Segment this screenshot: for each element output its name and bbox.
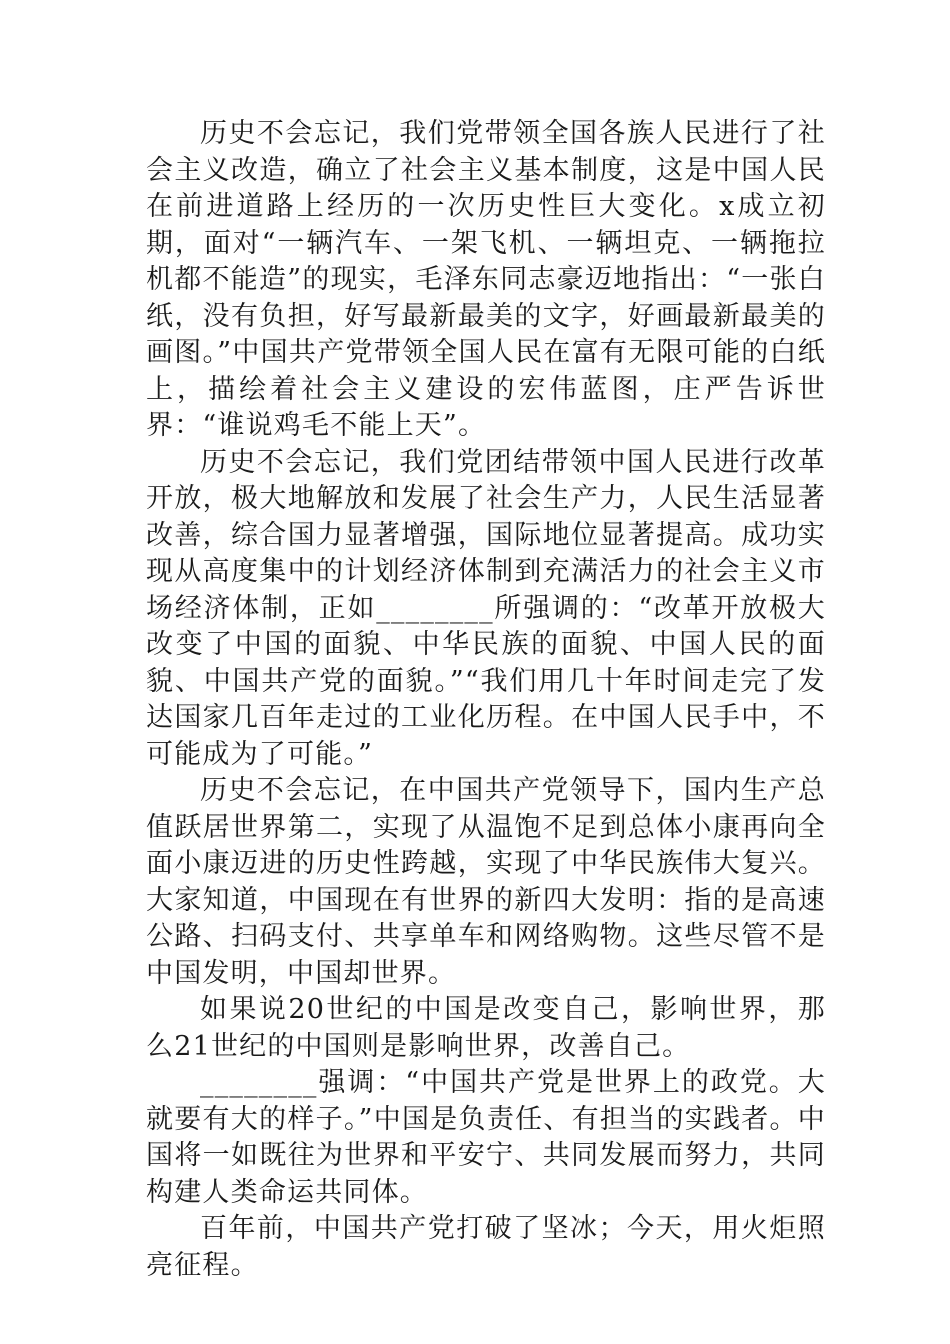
paragraph-6: 百年前，中国共产党打破了坚冰；今天，用火炬照亮征程。: [146, 1213, 826, 1281]
paragraph-1: 历史不会忘记，我们党带领全国各族人民进行了社会主义改造，确立了社会主义基本制度，这是中国人民在前进道路上经历的一次历史性巨大变化。x成立初期，面对“一辆汽车、一架飞机、一辆坦克、一辆拖拉机都不能造”的现实，毛泽东同志豪迈地指出：“一张白纸，没有负担，好写最新最美的文字，好画最新最美的画图。”中国共产党带领全国人民在富有无限可能的白纸上，描绘着社会主义建设的宏伟蓝图，庄严告诉世界：“谁说鸡毛不能上天”。: [146, 118, 826, 441]
paragraph-4: 如果说20世纪的中国是改变自己，影响世界，那么21世纪的中国则是影响世界，改善自己。: [146, 994, 826, 1062]
paragraph-5: ________强调：“中国共产党是世界上的政党。大就要有大的样子。”中国是负责任、有担当的实践者。中国将一如既往为世界和平安宁、共同发展而努力，共同构建人类命运共同体。: [146, 1067, 826, 1208]
paragraph-2: 历史不会忘记，我们党团结带领中国人民进行改革开放，极大地解放和发展了社会生产力，人民生活显著改善，综合国力显著增强，国际地位显著提高。成功实现从高度集中的计划经济体制到充满活力的社会主义市场经济体制，正如________所强调的：“改革开放极大改变了中国的面貌、中华民族的面貌、中国人民的面貌、中国共产党的面貌。”“我们用几十年时间走完了发达国家几百年走过的工业化历程。在中国人民手中，不可能成为了可能。”: [146, 446, 826, 770]
document-page: [146, 116, 826, 1284]
paragraph-3: 历史不会忘记，在中国共产党领导下，国内生产总值跃居世界第二，实现了从温饱不足到总体小康再向全面小康迈进的历史性跨越，实现了中华民族伟大复兴。大家知道，中国现在有世界的新四大发明：指的是高速公路、扫码支付、共享单车和网络购物。这些尽管不是中国发明，中国却世界。: [146, 775, 826, 989]
